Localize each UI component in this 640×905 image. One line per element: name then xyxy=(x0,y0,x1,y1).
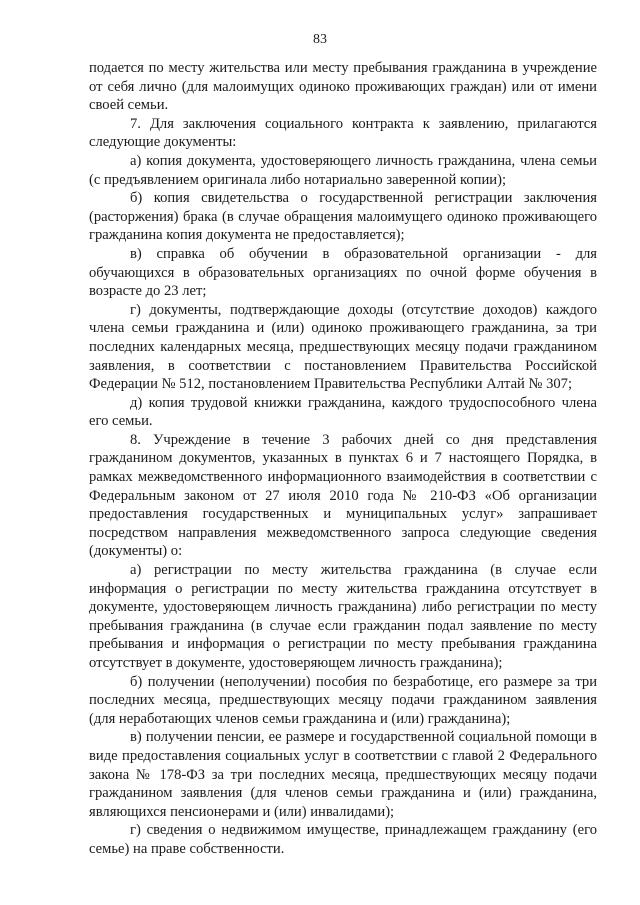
paragraph-7v: в) справка об обучении в образовательной организации - для обучающихся в образовательных организациях по очной форме обучения в возрасте до 23 лет; xyxy=(89,245,597,300)
document-body xyxy=(89,59,597,859)
paragraph-7d: д) копия трудовой книжки гражданина, каждого трудоспособного члена его семьи. xyxy=(89,394,597,430)
page-number: 83 xyxy=(313,32,327,47)
paragraph-8a: а) регистрации по месту жительства гражданина (в случае если информация о регистрации по месту жительства гражданина отсутствует в документе, удостоверяющем личность гражданина) либо регистрации по месту пребывания гражданина (в случае если гражданин подал заявление по месту пребывания и информация о регистрации по месту пребывания гражданина отсутствует в документе, удостоверяющем личность гражданина); xyxy=(89,562,597,671)
paragraph-7g: г) документы, подтверждающие доходы (отсутствие доходов) каждого члена семьи гражданина и (или) одиноко проживающего гражданина, за три последних календарных месяца, предшествующих месяцу подачи гражданином заявления, в соответствии с постановлением Правительства Российской Федерации № 512, постановлением Правительства Республики Алтай № 307; xyxy=(89,301,597,393)
paragraph-8b: б) получении (неполучении) пособия по безработице, его размере за три последних месяца, предшествующих месяцу подачи гражданином заявления (для неработающих членов семьи гражданина и (или) гражданина); xyxy=(89,673,597,727)
paragraph-item-7: 7. Для заключения социального контракта к заявлению, прилагаются следующие документы: xyxy=(89,115,597,151)
paragraph-8v: в) получении пенсии, ее размере и государственной социальной помощи в виде предоставления социальных услуг в соответствии с главой 2 Федерального закона № 178-ФЗ за три последних месяца, предшествующих месяцу подачи гражданином заявления (для членов семьи гражданина и (или) гражданина, являющихся пенсионерами и (или) инвалидами); xyxy=(89,729,597,820)
paragraph-7b: б) копия свидетельства о государственной регистрации заключения (расторжения) брака (в случае обращения малоимущего одиноко проживающего гражданина копия документа не предоставляется); xyxy=(89,190,597,244)
paragraph-8g: г) сведения о недвижимом имуществе, принадлежащем гражданину (его семье) на праве собственности. xyxy=(89,822,597,857)
paragraph-continuation: подается по месту жительства или месту пребывания гражданина в учреждение от себя лично (для малоимущих одиноко проживающих граждан) или от имени своей семьи. xyxy=(89,60,597,114)
paragraph-7a: а) копия документа, удостоверяющего личность гражданина, члена семьи (с предъявлением оригинала либо нотариально заверенной копии); xyxy=(89,152,597,188)
paragraph-item-8: 8. Учреждение в течение 3 рабочих дней со дня представления гражданином документов, указанных в пунктах 6 и 7 настоящего Порядка, в рамках межведомственного информационного взаимодействия в соответствии с Федеральным законом от 27 июля 2010 года № 210-ФЗ «Об организации предоставления государственных и муниципальных услуг» запрашивает посредством направления межведомственного запроса следующие сведения (документы) о: xyxy=(89,431,597,560)
